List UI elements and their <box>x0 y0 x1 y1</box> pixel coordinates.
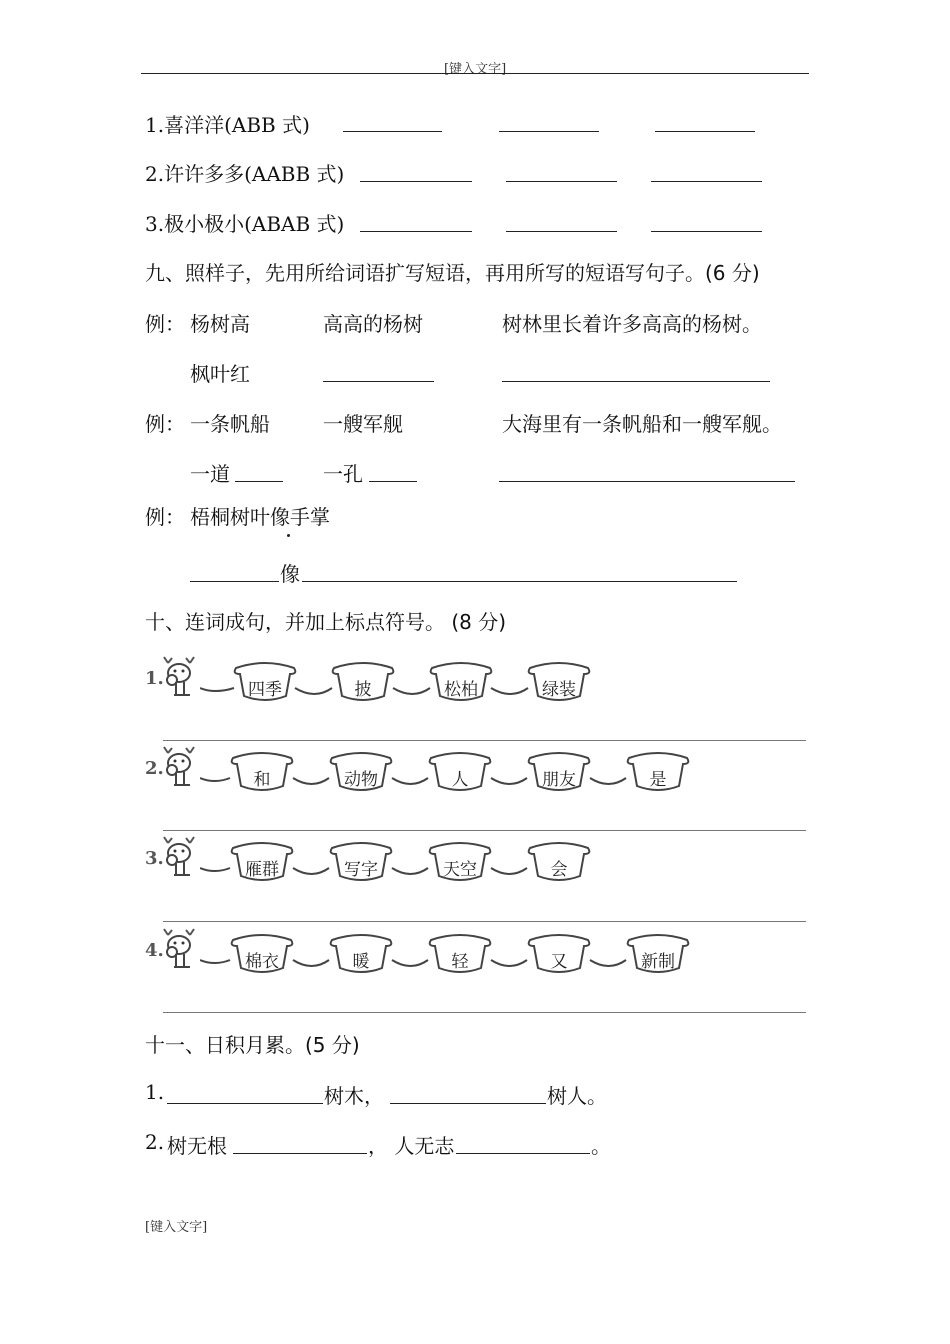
ex2-word: 一条帆船 <box>190 412 270 436</box>
item-abab-label: 3.极小极小(ABAB 式) <box>145 212 345 236</box>
ex3-sentence-pre: 梧桐树叶 <box>190 505 270 529</box>
word-3-3[interactable]: 天空 <box>443 860 477 880</box>
blank-abb-2[interactable] <box>499 130 599 132</box>
q1-word: 枫叶红 <box>190 362 250 386</box>
section10-title: 十、连词成句，并加上标点符号。 (8 分) <box>145 610 507 634</box>
word-2-5[interactable]: 是 <box>649 770 667 790</box>
ex3-label: 例： <box>145 505 185 529</box>
answer-line-2[interactable] <box>163 830 806 831</box>
answer-line-3[interactable] <box>163 921 806 922</box>
ex2-label: 例： <box>145 412 185 436</box>
row-3-number: 3. <box>145 848 164 869</box>
q3-blank-1[interactable] <box>190 580 279 582</box>
q2-word2: 一孔 <box>323 462 363 486</box>
q2-word2-blank[interactable] <box>369 480 417 482</box>
s11-q2-blank-2[interactable] <box>456 1152 590 1154</box>
page-footer: [键入文字] <box>145 1220 208 1235</box>
word-3-1[interactable]: 雁群 <box>245 860 279 880</box>
item-abab <box>145 208 344 237</box>
s11-q2-end: 。 <box>591 1134 611 1158</box>
ex3-emphasis-word: 像 <box>270 505 290 529</box>
blank-abb-3[interactable] <box>655 130 755 132</box>
word-1-1[interactable]: 四季 <box>248 680 282 700</box>
blank-abab-3[interactable] <box>651 230 762 232</box>
q1-phrase-blank[interactable] <box>323 380 434 382</box>
answer-line-4[interactable] <box>163 1012 806 1013</box>
answer-line-1[interactable] <box>163 740 806 741</box>
word-1-2[interactable]: 披 <box>354 680 372 700</box>
s11-q1-blank-2[interactable] <box>390 1102 546 1104</box>
item-aabb <box>145 158 344 187</box>
word-2-4[interactable]: 朋友 <box>542 770 576 790</box>
s11-q1-blank-1[interactable] <box>167 1102 323 1104</box>
blank-aabb-2[interactable] <box>506 180 617 182</box>
q2-word1: 一道 <box>190 462 230 486</box>
blank-abab-2[interactable] <box>506 230 617 232</box>
word-1-4[interactable]: 绿装 <box>542 680 576 700</box>
q2-word1-blank[interactable] <box>235 480 283 482</box>
word-2-3[interactable]: 人 <box>451 770 469 790</box>
ex3-sentence-post: 手掌 <box>290 505 330 529</box>
section11-title: 十一、日积月累。(5 分) <box>145 1033 360 1057</box>
s11-q2-a: 树无根 <box>167 1134 227 1158</box>
word-4-5[interactable]: 新制 <box>641 952 675 972</box>
q3-middle: 像 <box>280 562 300 586</box>
word-3-4[interactable]: 会 <box>550 860 568 880</box>
row-1-number: 1. <box>145 668 164 689</box>
emphasis-dot <box>287 534 290 537</box>
item-abb <box>145 109 310 138</box>
s11-q2-num: 2. <box>145 1130 165 1154</box>
blank-aabb-3[interactable] <box>651 180 762 182</box>
word-4-4[interactable]: 又 <box>550 952 568 972</box>
word-4-3[interactable]: 轻 <box>451 952 469 972</box>
row-2-number: 2. <box>145 758 164 779</box>
page-header: [键入文字] <box>444 62 507 77</box>
s11-q2-blank-1[interactable] <box>233 1152 367 1154</box>
ex2-sentence: 大海里有一条帆船和一艘军舰。 <box>502 412 782 436</box>
item-aabb-label: 2.许许多多(AABB 式) <box>145 162 345 186</box>
word-4-2[interactable]: 暖 <box>352 952 370 972</box>
item-abb-label: 1.喜洋洋(ABB 式) <box>145 113 310 137</box>
blank-abb-1[interactable] <box>343 130 442 132</box>
blank-abab-1[interactable] <box>360 230 472 232</box>
section9-title: 九、照样子，先用所给词语扩写短语，再用所写的短语写句子。(6 分) <box>145 261 760 285</box>
blank-aabb-1[interactable] <box>360 180 472 182</box>
row-4-number: 4. <box>145 940 164 961</box>
word-2-2[interactable]: 动物 <box>344 770 378 790</box>
s11-q1-a: 树木， <box>324 1084 384 1108</box>
ex1-sentence: 树林里长着许多高高的杨树。 <box>502 312 762 336</box>
s11-q1-num: 1. <box>145 1080 165 1104</box>
s11-q2-mid: ， 人无志 <box>368 1134 455 1158</box>
ex1-phrase: 高高的杨树 <box>323 312 423 336</box>
word-4-1[interactable]: 棉衣 <box>245 952 279 972</box>
q3-blank-2[interactable] <box>302 580 737 582</box>
word-2-1[interactable]: 和 <box>253 770 271 790</box>
q1-sentence-blank[interactable] <box>502 380 770 382</box>
ex2-phrase: 一艘军舰 <box>323 412 403 436</box>
q2-sentence-blank[interactable] <box>499 480 795 482</box>
ex3-sentence <box>190 501 330 530</box>
word-3-2[interactable]: 写字 <box>344 860 378 880</box>
word-1-3[interactable]: 松柏 <box>444 680 478 700</box>
s11-q1-b: 树人。 <box>547 1084 607 1108</box>
ex1-word: 杨树高 <box>190 312 250 336</box>
header-rule <box>141 73 809 74</box>
ex1-label: 例： <box>145 312 185 336</box>
